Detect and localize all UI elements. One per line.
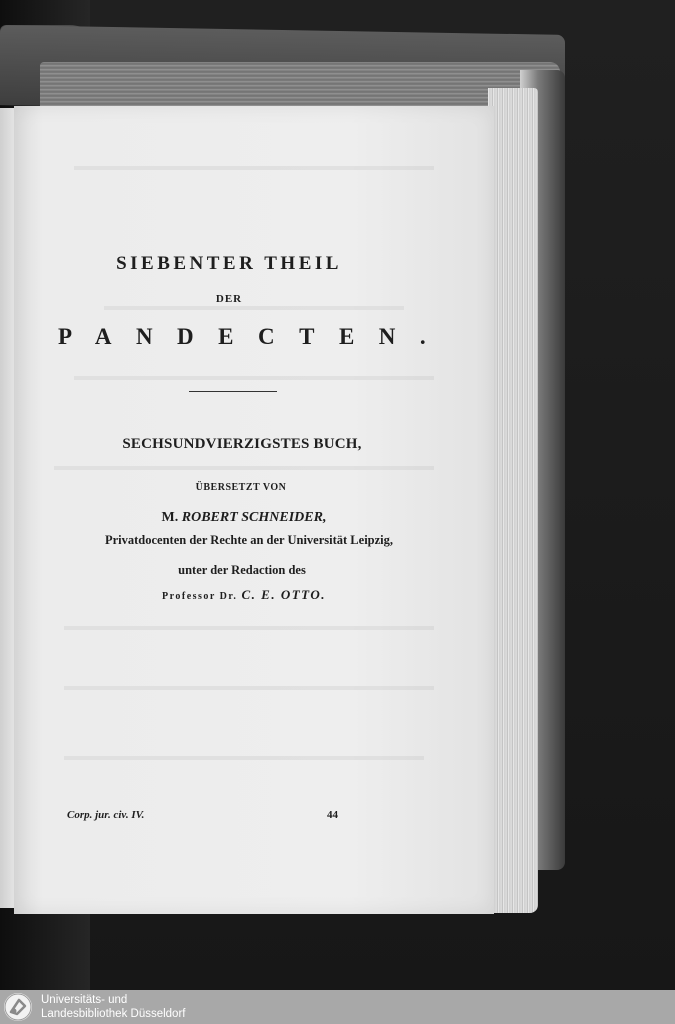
show-through: [64, 756, 424, 760]
library-logo-icon[interactable]: [4, 993, 32, 1021]
library-name-line2: Landesbibliothek Düsseldorf: [41, 1008, 186, 1020]
author-prefix: M.: [161, 510, 179, 525]
main-title: PANDECTEN.: [58, 324, 451, 349]
show-through: [54, 466, 434, 470]
show-through: [74, 376, 434, 380]
der-label: DER: [215, 293, 243, 305]
redaction-line: unter der Redaction des: [178, 563, 306, 577]
library-name[interactable]: [41, 993, 185, 1021]
library-banner: [0, 990, 675, 1024]
professor-line: [14, 587, 474, 603]
page-edges: [488, 88, 538, 913]
professor-label: Professor Dr.: [162, 591, 238, 602]
title-page: [14, 106, 494, 914]
translated-by: ÜBERSETZT VON: [195, 482, 287, 493]
page-stack-top: [40, 62, 560, 112]
author-line: [14, 510, 474, 526]
show-through: [104, 306, 404, 310]
professor-name: C. E. OTTO.: [241, 587, 326, 602]
signature-mark: Corp. jur. civ. IV.: [67, 809, 145, 821]
library-name-line1: Universitäts- und: [41, 994, 128, 1006]
show-through: [64, 626, 434, 630]
show-through: [74, 166, 434, 170]
divider-rule: [189, 391, 277, 392]
sheet-number: 44: [327, 809, 338, 821]
author-name: ROBERT SCHNEIDER,: [181, 510, 327, 525]
show-through: [64, 686, 434, 690]
book-title: SECHSUNDVIERZIGSTES BUCH,: [122, 436, 362, 452]
part-title: SIEBENTER THEIL: [116, 253, 342, 274]
author-position: Privatdocenten der Rechte an der Universität Leipzig,: [104, 533, 394, 547]
